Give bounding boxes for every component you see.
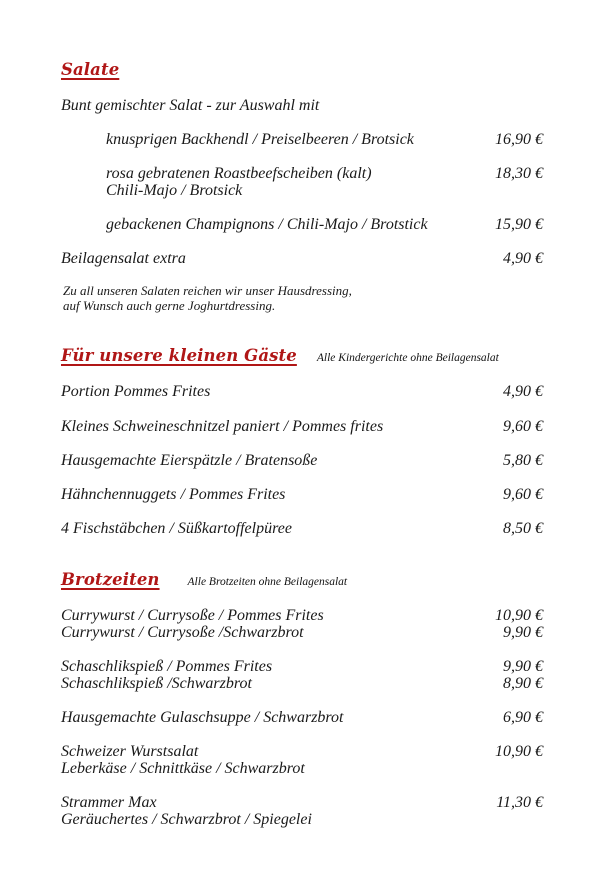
item-description: Portion Pommes Frites	[61, 383, 211, 400]
dressing-note-line-2: auf Wunsch auch gerne Joghurtdressing.	[63, 298, 276, 313]
item-description: Hausgemachte Gulaschsuppe / Schwarzbrot	[61, 709, 344, 726]
item-description-line-2: Chili-Majo / Brotsick	[106, 182, 243, 199]
section-subtitle-kinder: Alle Kindergerichte ohne Beilagensalat	[316, 352, 499, 364]
item-price: 5,80 €	[503, 452, 543, 469]
section-kinder-header	[61, 346, 499, 365]
item-description: rosa gebratenen Roastbeefscheiben (kalt)	[106, 165, 372, 182]
item-description-line-2: Schaschlikspieß /Schwarzbrot	[61, 675, 252, 692]
item-price: 9,90 €	[503, 658, 543, 675]
section-title-kinder: Für unsere kleinen Gäste	[61, 346, 297, 365]
item-price: 4,90 €	[503, 250, 543, 267]
section-title-salate: Salate	[61, 60, 120, 79]
item-description-line-2: Leberkäse / Schnittkäse / Schwarzbrot	[61, 760, 305, 777]
item-description: Strammer Max	[61, 794, 157, 811]
item-price: 4,90 €	[503, 383, 543, 400]
item-description: Schaschlikspieß / Pommes Frites	[61, 658, 273, 675]
item-price: 8,50 €	[503, 520, 543, 537]
item-description: Hausgemachte Eierspätzle / Bratensoße	[61, 452, 318, 469]
section-brotzeiten-header	[61, 570, 347, 589]
item-price: 10,90 €	[495, 607, 543, 624]
salate-intro: Bunt gemischter Salat - zur Auswahl mit	[61, 97, 320, 114]
item-price-2: 8,90 €	[503, 675, 543, 692]
item-price: 15,90 €	[495, 216, 543, 233]
item-price: 16,90 €	[495, 131, 543, 148]
item-price: 18,30 €	[495, 165, 543, 182]
item-description: knusprigen Backhendl / Preiselbeeren / Brotsick	[106, 131, 414, 148]
item-description: gebackenen Champignons / Chili-Majo / Brotstick	[106, 216, 428, 233]
item-price-2: 9,90 €	[503, 624, 543, 641]
section-title-brotzeiten: Brotzeiten	[61, 570, 160, 589]
item-price: 9,60 €	[503, 486, 543, 503]
item-description: Beilagensalat extra	[61, 250, 186, 267]
item-price: 10,90 €	[495, 743, 543, 760]
item-description-line-2: Currywurst / Currysoße /Schwarzbrot	[61, 624, 304, 641]
item-price: 11,30 €	[496, 794, 543, 811]
dressing-note-line-1: Zu all unseren Salaten reichen wir unser Hausdressing,	[63, 283, 352, 298]
item-description: Currywurst / Currysoße / Pommes Frites	[61, 607, 324, 624]
item-description: Schweizer Wurstsalat	[61, 743, 199, 760]
item-description-line-2: Geräuchertes / Schwarzbrot / Spiegelei	[61, 811, 312, 828]
item-price: 9,60 €	[503, 418, 543, 435]
section-salate-header	[61, 60, 119, 79]
item-description: Hähnchennuggets / Pommes Frites	[61, 486, 286, 503]
item-description: 4 Fischstäbchen / Süßkartoffelpüree	[61, 520, 292, 537]
section-subtitle-brotzeiten: Alle Brotzeiten ohne Beilagensalat	[187, 576, 348, 588]
item-price: 6,90 €	[503, 709, 543, 726]
item-description: Kleines Schweineschnitzel paniert / Pommes frites	[61, 418, 384, 435]
